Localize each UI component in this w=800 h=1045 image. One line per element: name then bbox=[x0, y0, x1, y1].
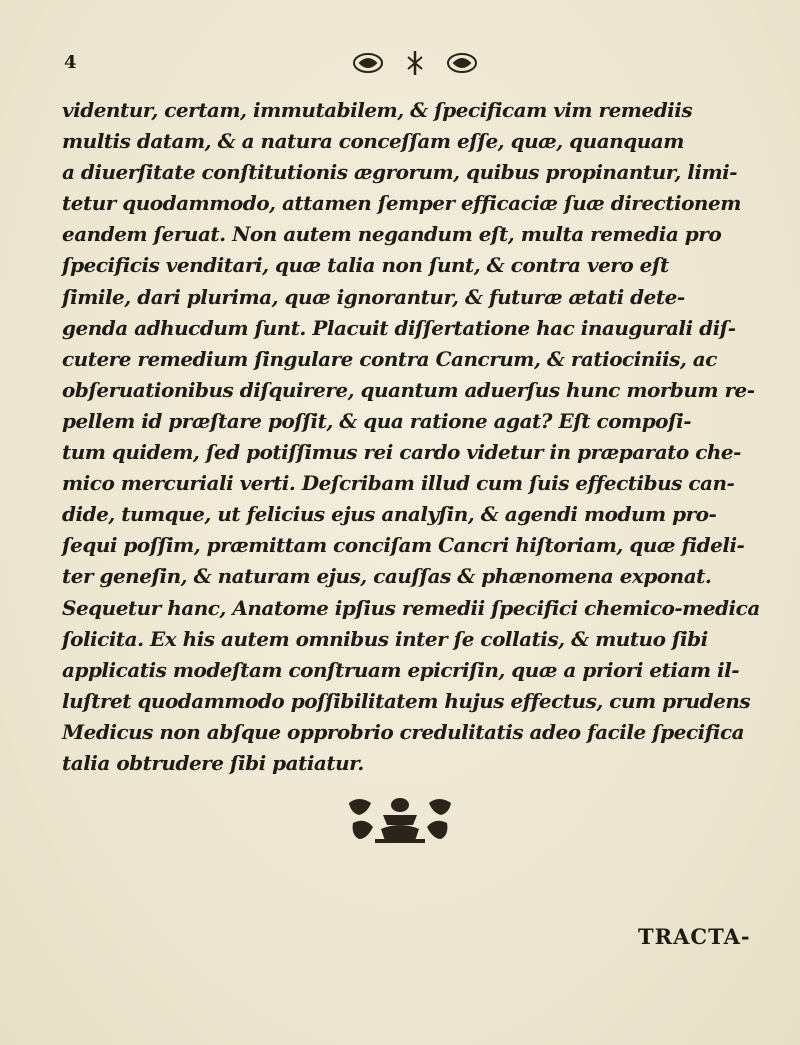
text-line: applicatis modeſtam conſtruam epicriſin, quæ a priori etiam il- bbox=[62, 657, 740, 682]
catchword: TRACTA- bbox=[638, 924, 751, 949]
text-line: talia obtrudere ſibi patiatur. bbox=[62, 750, 364, 775]
text-line: eandem ſeruat. Non autem negandum eſt, multa remedia pro bbox=[62, 222, 722, 247]
text-line: luſtret quodammodo poſſibilitatem hujus effectus, cum prudens bbox=[62, 688, 751, 713]
text-line: ſequi poſſim, præmittam conciſam Cancri hiſtoriam, quæ fideli- bbox=[62, 533, 745, 558]
text-line: ter geneſin, & naturam ejus, cauſſas & phænomena exponat. bbox=[62, 564, 712, 589]
text-line: cutere remedium ſingulare contra Cancrum, & ratiociniis, ac bbox=[62, 346, 717, 371]
text-line: pellem id præſtare poſſit, & qua ratione agat? Eſt compoſi- bbox=[62, 408, 692, 433]
text-line: ſpecificis venditari, quæ talia non ſunt, & contra vero eſt bbox=[62, 253, 669, 278]
text-line: a diuerſitate conſtitutionis ægrorum, quibus propinantur, limi- bbox=[62, 160, 738, 185]
tailpiece-ornament bbox=[345, 793, 455, 845]
text-line: genda adhucdum ſunt. Placuit diſſertatione hac inaugurali diſ- bbox=[62, 315, 736, 340]
text-line: multis datam, & a natura conceſſam eſſe, quæ, quanquam bbox=[62, 129, 684, 154]
body-text bbox=[62, 95, 762, 779]
text-line: ſolicita. Ex his autem omnibus inter ſe collatis, & mutuo ſibi bbox=[62, 626, 708, 651]
page-number: 4 bbox=[64, 52, 77, 73]
text-line: Medicus non abſque opprobrio credulitatis adeo facile ſpecifica bbox=[62, 719, 745, 744]
text-line: videntur, certam, immutabilem, & ſpecificam vim remediis bbox=[62, 98, 693, 122]
text-line: Sequetur hanc, Anatome ipſius remedii ſpecifici chemico-medica bbox=[62, 595, 760, 620]
text-line: tetur quodammodo, attamen ſemper efficaciæ ſuæ directionem bbox=[62, 191, 741, 216]
text-line: ſimile, dari plurima, quæ ignorantur, & futuræ ætati dete- bbox=[62, 284, 685, 309]
headpiece-ornament bbox=[350, 48, 480, 78]
text-line: tum quidem, ſed potiſſimus rei cardo videtur in præparato che- bbox=[62, 440, 741, 465]
text-line: dide, tumque, ut felicius ejus analyſin, & agendi modum pro- bbox=[62, 502, 717, 527]
text-line: mico mercuriali verti. Deſcribam illud cum ſuis effectibus can- bbox=[62, 471, 735, 496]
text-line: obſeruationibus diſquirere, quantum aduerſus hunc morbum re- bbox=[62, 377, 755, 402]
